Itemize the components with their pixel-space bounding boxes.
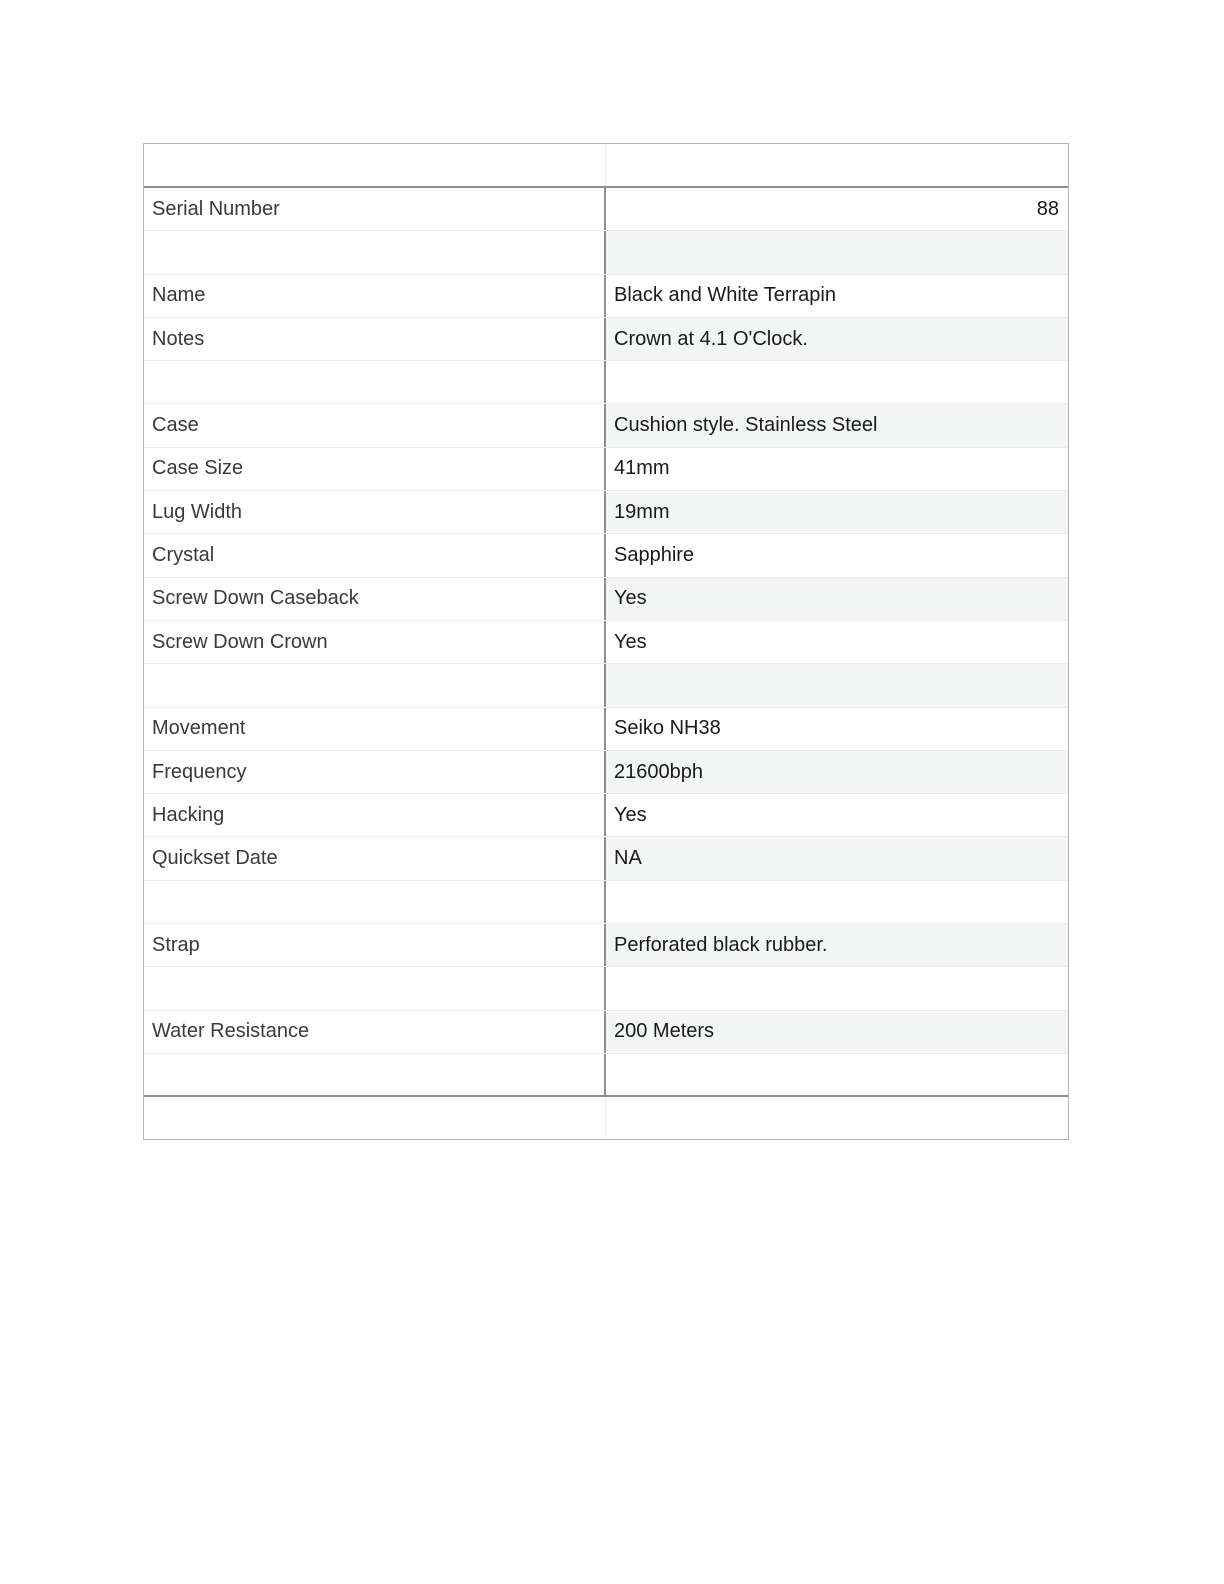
table-row	[144, 188, 1068, 231]
row-value: 88	[1036, 197, 1059, 220]
row-label: Case Size	[144, 448, 606, 490]
row-label	[144, 967, 606, 1009]
row-label: Screw Down Crown	[144, 621, 606, 663]
row-label	[144, 881, 606, 923]
row-label: Serial Number	[144, 188, 606, 230]
footer-cell-left	[144, 1097, 606, 1139]
row-label	[144, 231, 606, 273]
table-row	[144, 491, 1068, 534]
table-row	[144, 1011, 1068, 1054]
row-label: Water Resistance	[144, 1011, 606, 1053]
table-row	[144, 881, 1068, 924]
row-value: Yes	[606, 578, 1068, 620]
table-row	[144, 664, 1068, 707]
table-row	[144, 404, 1068, 447]
table-row	[144, 751, 1068, 794]
row-value: Sapphire	[614, 544, 695, 567]
table-row	[144, 924, 1068, 967]
watch-spec-table	[143, 143, 1069, 1140]
row-value: Black and White Terrapin	[614, 284, 836, 307]
row-label	[144, 1054, 606, 1095]
table-body	[144, 188, 1068, 1097]
row-label: Frequency	[144, 751, 606, 793]
table-row	[144, 708, 1068, 751]
row-value	[606, 361, 1068, 403]
row-label: Notes	[144, 318, 606, 360]
table-row	[144, 794, 1068, 837]
row-value: Yes	[614, 630, 647, 653]
table-row	[144, 837, 1068, 880]
table-row	[144, 448, 1068, 491]
row-value	[606, 231, 1068, 273]
row-label: Strap	[144, 924, 606, 966]
row-label: Lug Width	[144, 491, 606, 533]
row-value: Seiko NH38	[614, 717, 721, 740]
table-row	[144, 318, 1068, 361]
table-row	[144, 1054, 1068, 1097]
table-row	[144, 967, 1068, 1010]
table-footer-row	[144, 1097, 1068, 1139]
row-value: Crown at 4.1 O'Clock.	[606, 318, 1068, 360]
row-label: Case	[144, 404, 606, 446]
row-value: 19mm	[606, 491, 1068, 533]
table-row	[144, 275, 1068, 318]
row-label: Crystal	[144, 534, 606, 576]
table-row	[144, 231, 1068, 274]
row-value: Cushion style. Stainless Steel	[606, 404, 1068, 446]
row-value: NA	[606, 837, 1068, 879]
row-value	[606, 1054, 1068, 1095]
footer-cell-right	[606, 1097, 1068, 1139]
row-label: Name	[144, 275, 606, 317]
row-label	[144, 664, 606, 706]
row-value: Yes	[614, 803, 647, 826]
table-row	[144, 621, 1068, 664]
row-label: Screw Down Caseback	[144, 578, 606, 620]
row-value	[606, 664, 1068, 706]
row-value: 200 Meters	[606, 1011, 1068, 1053]
table-row	[144, 534, 1068, 577]
header-cell-right	[606, 144, 1068, 186]
row-label: Quickset Date	[144, 837, 606, 879]
row-label: Hacking	[144, 794, 606, 836]
row-label	[144, 361, 606, 403]
table-row	[144, 578, 1068, 621]
row-value: 41mm	[614, 457, 670, 480]
header-cell-left	[144, 144, 606, 186]
table-row	[144, 361, 1068, 404]
row-label: Movement	[144, 708, 606, 750]
row-value: Perforated black rubber.	[606, 924, 1068, 966]
row-value	[606, 967, 1068, 1009]
table-header-row	[144, 144, 1068, 188]
row-value: 21600bph	[606, 751, 1068, 793]
row-value	[606, 881, 1068, 923]
